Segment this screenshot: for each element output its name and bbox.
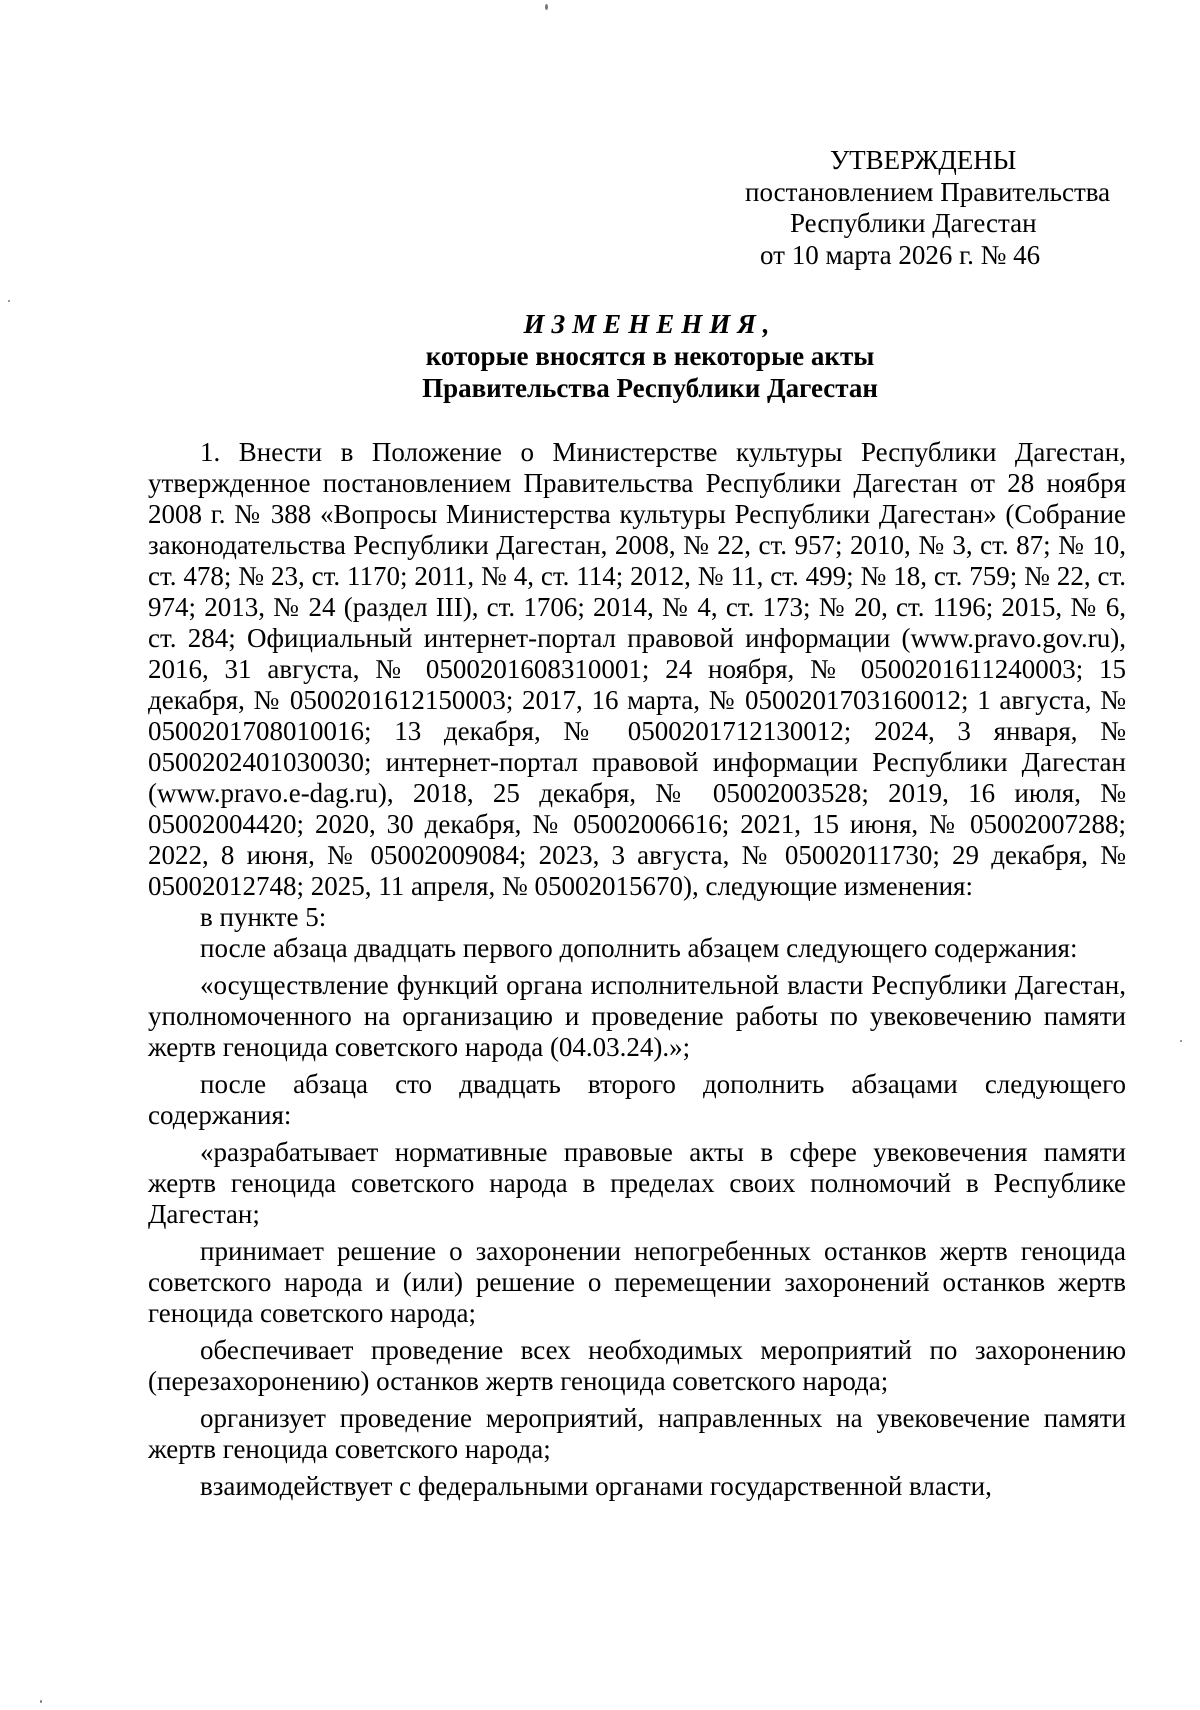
approval-title: УТВЕРЖДЕНЫ xyxy=(830,145,1017,175)
paragraph-quote-6: взаимодействует с федеральными органами государственной власти, xyxy=(200,1471,992,1501)
scan-speck xyxy=(8,300,10,302)
scan-speck xyxy=(40,1700,42,1703)
paragraph-quote-2: «разрабатывает нормативные правовые акты в сфере увековечения памяти жертв геноцида советского народа в пределах своих полномочий в Республике Дагестан; xyxy=(148,1137,1126,1229)
approval-line-1: постановлением Правительства xyxy=(745,176,1111,207)
paragraph-quote-3: принимает решение о захоронении непогребенных останков жертв геноцида советского народа и (или) решение о перемещении захоронений останков жертв геноцида советского народа; xyxy=(148,1236,1126,1328)
heading-subtitle-1: которые вносятся в некоторые акты xyxy=(425,341,875,371)
paragraph-item-1: 1. Внести в Положение о Министерстве культуры Республики Дагестан, утвержденное постановлением Правительства Республики Дагестан от 28 ноября 2008 г. № 388 «Вопросы Министерства культуры Республики Дагестан» (Собрание законодательства Республики Дагестан, 2008, № 22, ст. 957; 2010, № 3, ст. 87; № 10, ст. 478; № 23, ст. 1170; 2011, № 4, ст. 114; 2012, № 11, ст. 499; № 18, ст. 759; № 22, ст. 974; 2013, № 24 (раздел III), ст. 1706; 2014, № 4, ст. 173; № 20, ст. 1196; 2015, № 6, ст. 284; Официальный интернет-портал правовой информации (www.pravo.gov.ru), 2016, 31 августа, № 0500201608310001; 24 ноября, № 0500201611240003; 15 декабря, № 0500201612150003; 2017, 16 марта, № 0500201703160012; 1 августа, № 0500201708010016; 13 декабря, № 0500201712130012; 2024, 3 января, № 0500202401030030; интернет-портал правовой информации Республики Дагестан (www.pravo.e-dag.ru), 2018, 25 декабря, № 05002003528; 2019, 16 июля, № 05002004420; 2020, 30 декабря, № 05002006616; 2021, 15 июня, № 05002007288; 2022, 8 июня, № 05002009084; 2023, 3 августа, № 05002011730; 29 декабря, № 05002012748; 2025, 11 апреля, № 05002015670), следующие изменения: xyxy=(148,437,1126,901)
approval-line-2: Республики Дагестан xyxy=(790,208,1037,238)
approval-stamp xyxy=(740,145,1140,271)
document-heading xyxy=(150,308,1150,404)
paragraph-quote-1: «осуществление функций органа исполнительной власти Республики Дагестан, уполномоченного на организацию и проведение работы по увековечению памяти жертв геноцида советского народа (04.03.24).»; xyxy=(148,970,1126,1062)
scan-speck xyxy=(1180,1040,1182,1042)
paragraph-quote-5: организует проведение мероприятий, направленных на увековечение памяти жертв геноцида советского народа; xyxy=(148,1403,1126,1464)
document-body xyxy=(148,437,1126,1502)
paragraph-insert-after-21: после абзаца двадцать первого дополнить абзацем следующего содержания: xyxy=(200,933,1078,963)
paragraph-quote-4: обеспечивает проведение всех необходимых мероприятий по захоронению (перезахоронению) останков жертв геноцида советского народа; xyxy=(148,1335,1126,1396)
approval-line-3: от 10 марта 2026 г. № 46 xyxy=(760,239,1041,270)
heading-title: ИЗМЕНЕНИЯ, xyxy=(523,309,777,339)
scan-speck xyxy=(545,4,548,10)
paragraph-insert-after-122: после абзаца сто двадцать второго дополнить абзацами следующего содержания: xyxy=(148,1069,1126,1130)
paragraph-point-5: в пункте 5: xyxy=(200,902,327,932)
heading-subtitle-2: Правительства Республики Дагестан xyxy=(422,373,878,403)
